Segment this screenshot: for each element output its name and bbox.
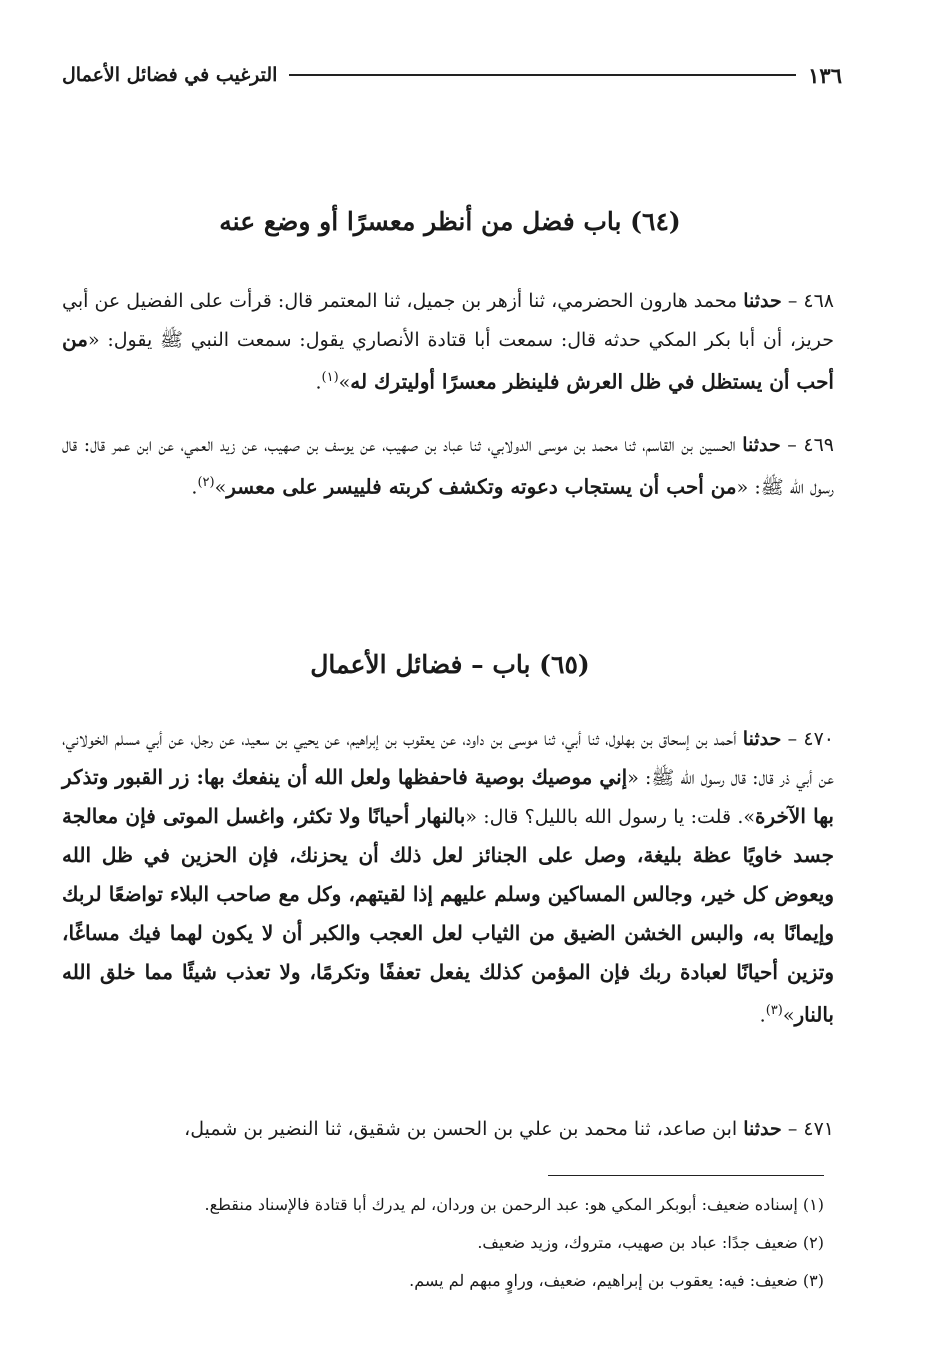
- hadith-number: ٤٦٨ –: [787, 290, 835, 312]
- quote-close: »: [214, 476, 227, 499]
- isnad: محمد هارون الحضرمي، ثنا أزهر بن جميل، ثنا المعتمر قال: قرأت على الفضيل عن أبي حريز، أن أبا بكر المكي حدثه قال: سمعت أبا قتادة الأنصاري يقول: سمعت النبي ﷺ يقول: «: [62, 290, 834, 351]
- book-title: الترغيب في فضائل الأعمال: [62, 64, 278, 86]
- hadith-469: [62, 426, 834, 506]
- footnote-ref-1: (١): [321, 370, 339, 385]
- hadith-471: [62, 1110, 834, 1148]
- footnote-ref-3: (٣): [765, 1003, 783, 1018]
- period: .: [315, 371, 322, 394]
- quote-close: »: [338, 371, 351, 394]
- matn-1: إني موصيك بوصية فاحفظها ولعل الله أن ينفعك بها: زر القبور وتذكر بها الآخرة: [62, 765, 834, 828]
- haddathana: حدثنا: [742, 728, 782, 750]
- interjection: ». قلت: يا رسول الله بالليل؟ قال: «: [465, 806, 756, 828]
- isnad: ابن صاعد، ثنا محمد بن علي بن الحسن بن شقيق، ثنا النضير بن شميل،: [184, 1118, 738, 1140]
- hadith-468: [62, 282, 834, 401]
- hadith-number: ٤٦٩ –: [787, 434, 834, 456]
- footnote-2: (٢) ضعيف جدًا: عباد بن صهيب، متروك، وزيد ضعيف.: [477, 1233, 824, 1252]
- matn-2: بالنهار أحيانًا ولا تكثر، واغسل الموتى فإن معالجة جسد خاويًا عظة بليغة، وصل على الجنائز لعل ذلك أن يحزنك، فإن الحزين في ظل الله ويعوض كل خير، وجالس المساكين وسلم عليهم إذا لقيتهم، وكل مع صاحب البلاء تواضعًا لربك وإيمانًا به، والبس الخشن الضيق من الثياب لعل العجب والكبر أن لا يكون لهما فيك مساغًا، وتزين أحيانًا لعبادة ربك فإن المؤمن كذلك يفعل تعففًا وتكرمًا، ولا تعذب شيئًا مما خلق الله بالنار: [62, 804, 834, 1027]
- quote-close: »: [782, 1004, 795, 1027]
- footnote-3: (٣) ضعيف: فيه: يعقوب بن إبراهيم، ضعيف، وراوٍ مبهم لم يسم.: [409, 1271, 824, 1290]
- period: .: [759, 1004, 766, 1027]
- header-rule: [289, 74, 796, 76]
- isnad: أحمد بن إسحاق بن بهلول، ثنا أبي، ثنا موسى بن داود، عن يعقوب بن إبراهيم، عن يحيي بن سعيد، عن رجل، عن أبي مسلم الخولاني، عن أبي ذر قال: قال رسول الله ﷺ: «: [62, 728, 835, 789]
- footnote-1: (١) إسناده ضعيف: أبوبكر المكي هو: عبد الرحمن بن وردان، لم يدرك أبا قتادة فالإسناد منقطع.: [204, 1195, 824, 1214]
- page-number: ١٣٦: [808, 62, 842, 88]
- hadith-470: [62, 720, 834, 1034]
- haddathana: حدثنا: [742, 434, 781, 456]
- chapter-heading-64: (٦٤) باب فضل من أنظر معسرًا أو وضع عنه: [219, 207, 681, 236]
- haddathana: حدثنا: [743, 290, 782, 312]
- running-header: [62, 58, 842, 92]
- footnotes: [62, 1194, 824, 1308]
- footnote-ref-2: (٢): [197, 475, 215, 490]
- chapter-heading-65: (٦٥) باب – فضائل الأعمال: [310, 650, 590, 679]
- haddathana: حدثنا: [743, 1118, 782, 1140]
- matn: من أحب أن يستظل في ظل العرش فلينظر معسرًا أوليترك له: [62, 327, 834, 394]
- matn: من أحب أن يستجاب دعوته وتكشف كربته فلييسر على معسر: [226, 474, 737, 499]
- hadith-number: ٤٧٠ –: [787, 728, 834, 750]
- period: .: [191, 476, 198, 499]
- footnote-separator: [548, 1175, 824, 1176]
- hadith-number: ٤٧١ –: [787, 1118, 834, 1140]
- isnad: الحسين بن القاسم، ثنا محمد بن موسى الدولابي، ثنا عباد بن صهيب، عن يوسف بن صهيب، عن زيد العمي، عن ابن عمر قال: قال رسول الله ﷺ: «: [62, 434, 834, 499]
